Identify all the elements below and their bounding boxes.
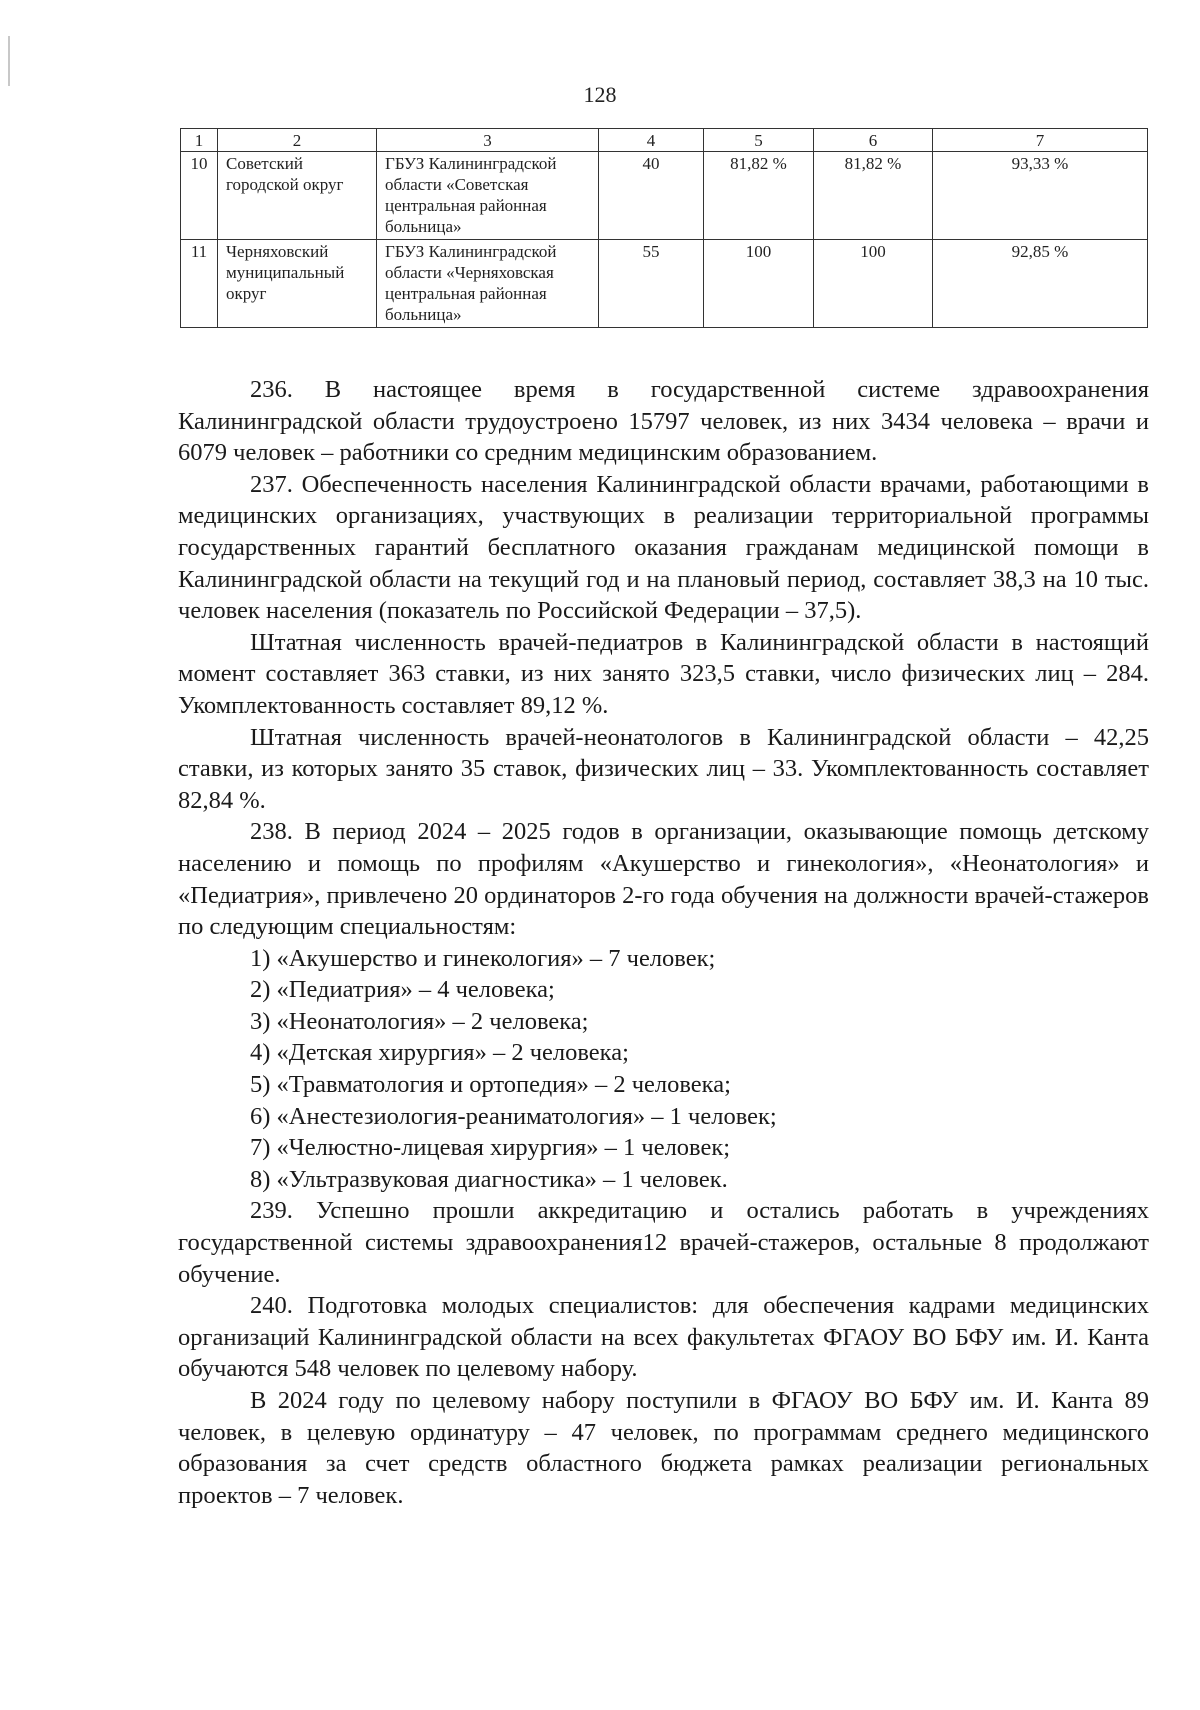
row-number: 10 xyxy=(181,152,218,240)
table-header-cell: 7 xyxy=(933,129,1148,152)
table-header-cell: 3 xyxy=(377,129,599,152)
list-item: 4) «Детская хирургия» – 2 человека; xyxy=(250,1039,629,1067)
table-header-cell: 2 xyxy=(218,129,377,152)
table-row xyxy=(181,240,1148,328)
value-cell-6: 81,82 % xyxy=(814,152,933,240)
scan-edge-mark xyxy=(8,36,10,86)
paragraph-237: 237. Обеспеченность населения Калининградской области врачами, работающими в медицинских организациях, участвующих в реализации территориальной программы государственных гарантий бесплатного оказания гражданам медицинской помощи в Калининградской области на текущий год и на плановый период, составляет 38,3 на 10 тыс. человек населения (показатель по Российской Федерации – 37,5). xyxy=(178,470,1149,625)
value-cell-7: 92,85 % xyxy=(933,240,1148,328)
list-item: 7) «Челюстно-лицевая хирургия» – 1 человек; xyxy=(250,1134,731,1162)
value-cell-4: 40 xyxy=(599,152,704,240)
list-item: 1) «Акушерство и гинекология» – 7 человек; xyxy=(250,944,716,972)
district-cell: Советский городской округ xyxy=(218,152,377,240)
table-header-cell: 5 xyxy=(704,129,814,152)
body-text xyxy=(178,374,1149,1511)
table-header-row xyxy=(181,129,1148,152)
list-item: 2) «Педиатрия» – 4 человека; xyxy=(250,976,555,1004)
paragraph-236: 236. В настоящее время в государственной системе здравоохранения Калининградской области трудоустроено 15797 человек, из них 3434 человека – врачи и 6079 человек – работники со средним медицинским образованием. xyxy=(178,376,1149,467)
list-item: 6) «Анестезиология-реаниматология» – 1 человек; xyxy=(250,1102,777,1130)
value-cell-4: 55 xyxy=(599,240,704,328)
value-cell-6: 100 xyxy=(814,240,933,328)
value-cell-5: 81,82 % xyxy=(704,152,814,240)
paragraph-239: 239. Успешно прошли аккредитацию и остались работать в учреждениях государственной системы здравоохранения12 врачей-стажеров, остальные 8 продолжают обучение. xyxy=(178,1197,1149,1288)
page-number: 128 xyxy=(583,82,617,107)
institution-cell: ГБУЗ Калининградской области «Советская центральная районная больница» xyxy=(377,152,599,240)
paragraph-2024-admission: В 2024 году по целевому набору поступили в ФГАОУ ВО БФУ им. И. Канта 89 человек, в целевую ординатуру – 47 человек, по программам среднего медицинского образования за счет средств областного бюджета рамках реализации региональных проектов – 7 человек. xyxy=(178,1387,1149,1509)
table-row xyxy=(181,152,1148,240)
paragraph-pediatricians: Штатная численность врачей-педиатров в Калининградской области в настоящий момент составляет 363 ставки, из них занято 323,5 ставки, число физических лиц – 284. Укомплектованность составляет 89,12 %. xyxy=(178,628,1149,719)
district-cell: Черняховский муниципальный округ xyxy=(218,240,377,328)
table-header-cell: 1 xyxy=(181,129,218,152)
table-header-cell: 6 xyxy=(814,129,933,152)
list-item: 8) «Ультразвуковая диагностика» – 1 человек. xyxy=(250,1165,728,1193)
list-item: 3) «Неонатология» – 2 человека; xyxy=(250,1007,589,1035)
list-item: 5) «Травматология и ортопедия» – 2 человека; xyxy=(250,1071,731,1099)
value-cell-7: 93,33 % xyxy=(933,152,1148,240)
value-cell-5: 100 xyxy=(704,240,814,328)
paragraph-238: 238. В период 2024 – 2025 годов в организации, оказывающие помощь детскому населению и помощь по профилям «Акушерство и гинекология», «Неонатология» и «Педиатрия», привлечено 20 ординаторов 2-го года обучения на должности врачей-стажеров по следующим специальностям: xyxy=(178,818,1149,941)
row-number: 11 xyxy=(181,240,218,328)
table-header-cell: 4 xyxy=(599,129,704,152)
paragraph-neonatologists: Штатная численность врачей-неонатологов в Калининградской области – 42,25 ставки, из которых занято 35 ставок, физических лиц – 33. Укомплектованность составляет 82,84 %. xyxy=(178,723,1149,814)
institution-cell: ГБУЗ Калининградской области «Черняховская центральная районная больница» xyxy=(377,240,599,328)
paragraph-240: 240. Подготовка молодых специалистов: для обеспечения кадрами медицинских организаций Калининградской области на всех факультетах ФГАОУ ВО БФУ им. И. Канта обучаются 548 человек по целевому набору. xyxy=(178,1292,1149,1383)
staffing-table xyxy=(180,128,1148,328)
